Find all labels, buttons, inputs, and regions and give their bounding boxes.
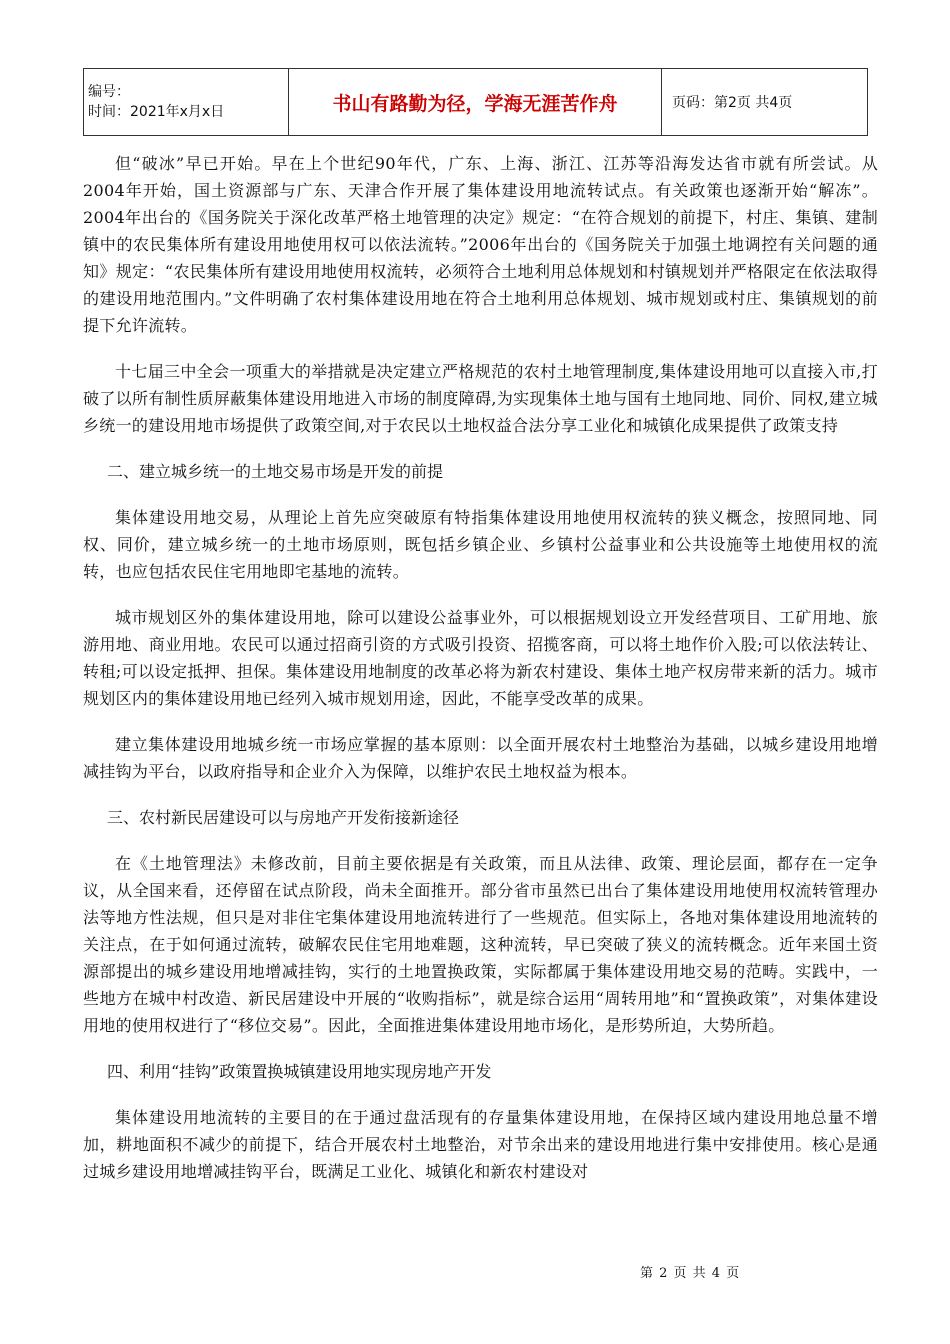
header-meta-cell: [84, 69, 289, 136]
paragraph-5: 建立集体建设用地城乡统一市场应掌握的基本原则：以全面开展农村土地整治为基础，以城乡建设用地增减挂钩为平台，以政府指导和企业介入为保障，以维护农民土地权益为根本。: [83, 735, 878, 781]
paragraph-6: 在《土地管理法》未修改前，目前主要依据是有关政策，而且从法律、政策、理论层面，都存在一定争议，从全国来看，还停留在试点阶段，尚未全面推开。部分省市虽然已出台了集体建设用地使用权流转管理办法等地方性法规，但只是对非住宅集体建设用地流转进行了一些规范。但实际上，各地对集体建设用地流转的关注点，在于如何通过流转，破解农民住宅用地难题，这种流转，早已突破了狭义的流转概念。近年来国土资源部提出的城乡建设用地增减挂钩，实行的土地置换政策，实际都属于集体建设用地交易的范畴。实践中，一些地方在城中村改造、新民居建设中开展的“收购指标”，就是综合运用“周转用地”和“置换政策”，对集体建设用地的使用权进行了“移位交易”。因此，全面推进集体建设用地市场化，是形势所迫，大势所趋。: [83, 854, 878, 1035]
page-info: 页码：第2页 共4页: [662, 69, 868, 136]
document-body: [83, 150, 878, 1204]
page-footer: 第 2 页 共 4 页: [640, 1266, 741, 1281]
section-heading-3: 三、农村新民居建设可以与房地产开发衔接新途径: [107, 808, 460, 827]
section-heading-2: 二、建立城乡统一的土地交易市场是开发的前提: [107, 462, 444, 481]
number-label: 编号：: [88, 84, 130, 100]
section-heading-4: 四、利用“挂钩”政策置换城镇建设用地实现房地产开发: [107, 1062, 492, 1081]
paragraph-7: 集体建设用地流转的主要目的在于通过盘活现有的存量集体建设用地，在保持区域内建设用地总量不增加，耕地面积不减少的前提下，结合开展农村土地整治，对节余出来的建设用地进行集中安排使用。核心是通过城乡建设用地增减挂钩平台，既满足工业化、城镇化和新农村建设对: [83, 1108, 878, 1181]
paragraph-1: 但“破冰”早已开始。早在上个世纪90年代，广东、上海、浙江、江苏等沿海发达省市就有所尝试。从2004年开始，国土资源部与广东、天津合作开展了集体建设用地流转试点。有关政策也逐渐开始“解冻”。2004年出台的《国务院关于深化改革严格土地管理的决定》规定：“在符合规划的前提下，村庄、集镇、建制镇中的农民集体所有建设用地使用权可以依法流转。”2006年出台的《国务院关于加强土地调控有关问题的通知》规定：“农民集体所有建设用地使用权流转，必须符合土地利用总体规划和村镇规划并严格限定在依法取得的建设用地范围内。”文件明确了农村集体建设用地在符合土地利用总体规划、城市规划或村庄、集镇规划的前提下允许流转。: [83, 154, 878, 335]
time-label: 时间：2021年x月x日: [88, 104, 225, 120]
motto: 书山有路勤为径，学海无涯苦作舟: [289, 69, 662, 136]
header-table: [83, 68, 868, 136]
paragraph-3: 集体建设用地交易，从理论上首先应突破原有特指集体建设用地使用权流转的狭义概念，按照同地、同权、同价，建立城乡统一的土地市场原则，既包括乡镇企业、乡镇村公益事业和公共设施等土地使用权的流转，也应包括农民住宅用地即宅基地的流转。: [83, 508, 878, 581]
paragraph-2: 十七届三中全会一项重大的举措就是决定建立严格规范的农村土地管理制度,集体建设用地可以直接入市,打破了以所有制性质屏蔽集体建设用地进入市场的制度障碍,为实现集体土地与国有土地同地、同价、同权,建立城乡统一的建设用地市场提供了政策空间,对于农民以土地权益合法分享工业化和城镇化成果提供了政策支持: [83, 362, 878, 435]
paragraph-4: 城市规划区外的集体建设用地，除可以建设公益事业外，可以根据规划设立开发经营项目、工矿用地、旅游用地、商业用地。农民可以通过招商引资的方式吸引投资、招揽客商，可以将土地作价入股;可以依法转让、转租;可以设定抵押、担保。集体建设用地制度的改革必将为新农村建设、集体土地产权房带来新的活力。城市规划区内的集体建设用地已经列入城市规划用途，因此，不能享受改革的成果。: [83, 608, 878, 708]
